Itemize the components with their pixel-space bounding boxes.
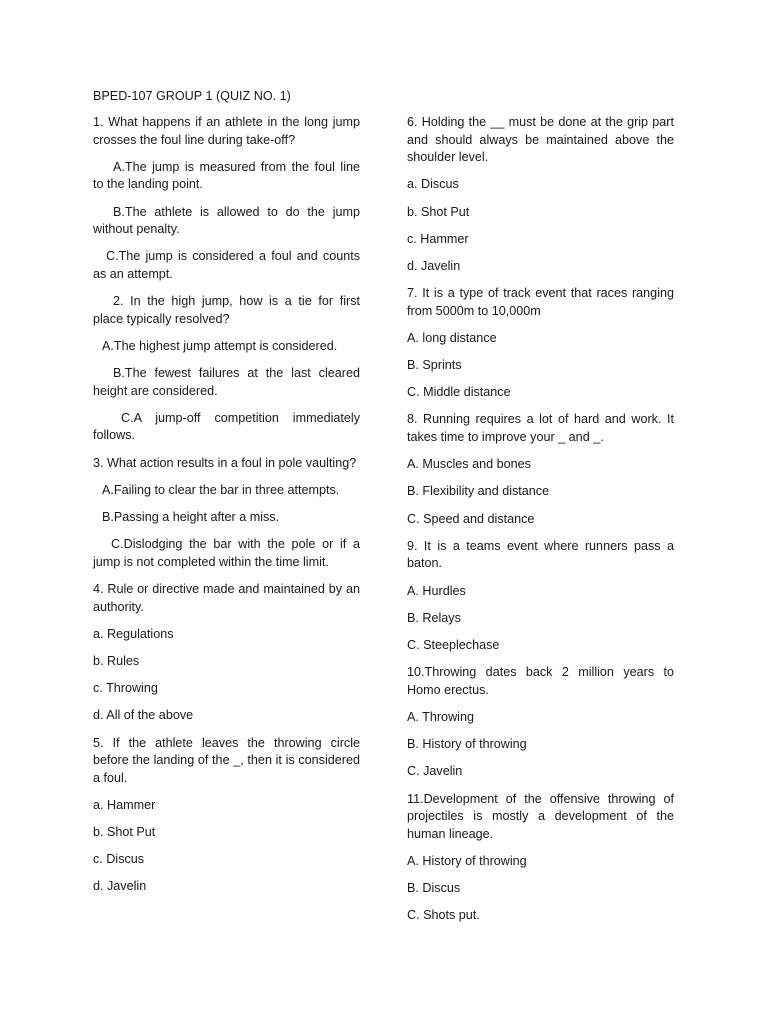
option-2c: C.A jump-off competition immediately follows. [93,410,360,443]
option-10c: C. Javelin [407,764,463,779]
option-3b: B.Passing a height after a miss. [102,510,280,525]
option-5b: b. Shot Put [93,825,156,840]
option-6c: c. Hammer [407,231,469,246]
question-6: 6. Holding the __ must be done at the grip part and should always be maintained above the shoulder level. [407,115,674,165]
right-column [407,114,674,934]
option-3a: A.Failing to clear the bar in three attempts. [102,482,340,497]
option-11b: B. Discus [407,881,461,896]
page-title: BPED-107 GROUP 1 (QUIZ NO. 1) [93,89,291,103]
option-1c: C.The jump is considered a foul and counts as an attempt. [93,249,360,281]
option-6d: d. Javelin [407,258,461,273]
option-11a: A. History of throwing [407,853,527,868]
option-8b: B. Flexibility and distance [407,484,550,499]
option-8a: A. Muscles and bones [407,457,531,472]
question-3: 3. What action results in a foul in pole vaulting? [93,455,357,470]
option-5a: a. Hammer [93,797,156,812]
option-11c: C. Shots put. [407,908,480,923]
option-5d: d. Javelin [93,879,147,894]
option-6a: a. Discus [407,177,459,192]
option-10b: B. History of throwing [407,737,527,752]
question-5: 5. If the athlete leaves the throwing circle before the landing of the _, then it is considered a foul. [93,735,360,785]
left-column [93,114,360,906]
option-2a: A.The highest jump attempt is considered. [102,338,338,353]
option-3c: C.Dislodging the bar with the pole or if a jump is not completed within the time limit. [93,537,360,569]
question-2: 2. In the high jump, how is a tie for first place typically resolved? [93,294,360,326]
option-10a: A. Throwing [407,709,474,724]
question-7: 7. It is a type of track event that races ranging from 5000m to 10,000m [407,286,674,318]
option-4d: d. All of the above [93,708,194,723]
option-7b: B. Sprints [407,358,462,373]
option-4a: a. Regulations [93,626,174,641]
option-9c: C. Steeplechase [407,637,500,652]
option-5c: c. Discus [93,852,145,867]
option-4c: c. Throwing [93,681,158,696]
option-9b: B. Relays [407,610,461,625]
question-1: 1. What happens if an athlete in the long jump crosses the foul line during take-off? [93,115,360,147]
option-4b: b. Rules [93,653,140,668]
option-8c: C. Speed and distance [407,511,535,526]
option-7a: A. long distance [407,330,497,345]
question-11: 11.Development of the offensive throwing of projectiles is mostly a development of the human lineage. [407,791,674,841]
option-7c: C. Middle distance [407,385,511,400]
option-9a: A. Hurdles [407,583,466,598]
question-4: 4. Rule or directive made and maintained by an authority. [93,582,360,614]
question-9: 9. It is a teams event where runners pass a baton. [407,538,674,571]
question-10: 10.Throwing dates back 2 million years to Homo erectus. [407,665,674,697]
option-6b: b. Shot Put [407,204,470,219]
question-8: 8. Running requires a lot of hard and work. It takes time to improve your _ and _. [407,412,674,445]
option-2b: B.The fewest failures at the last cleared height are considered. [93,366,360,398]
option-1b: B.The athlete is allowed to do the jump without penalty. [93,204,360,237]
option-1a: A.The jump is measured from the foul line to the landing point. [93,159,360,192]
